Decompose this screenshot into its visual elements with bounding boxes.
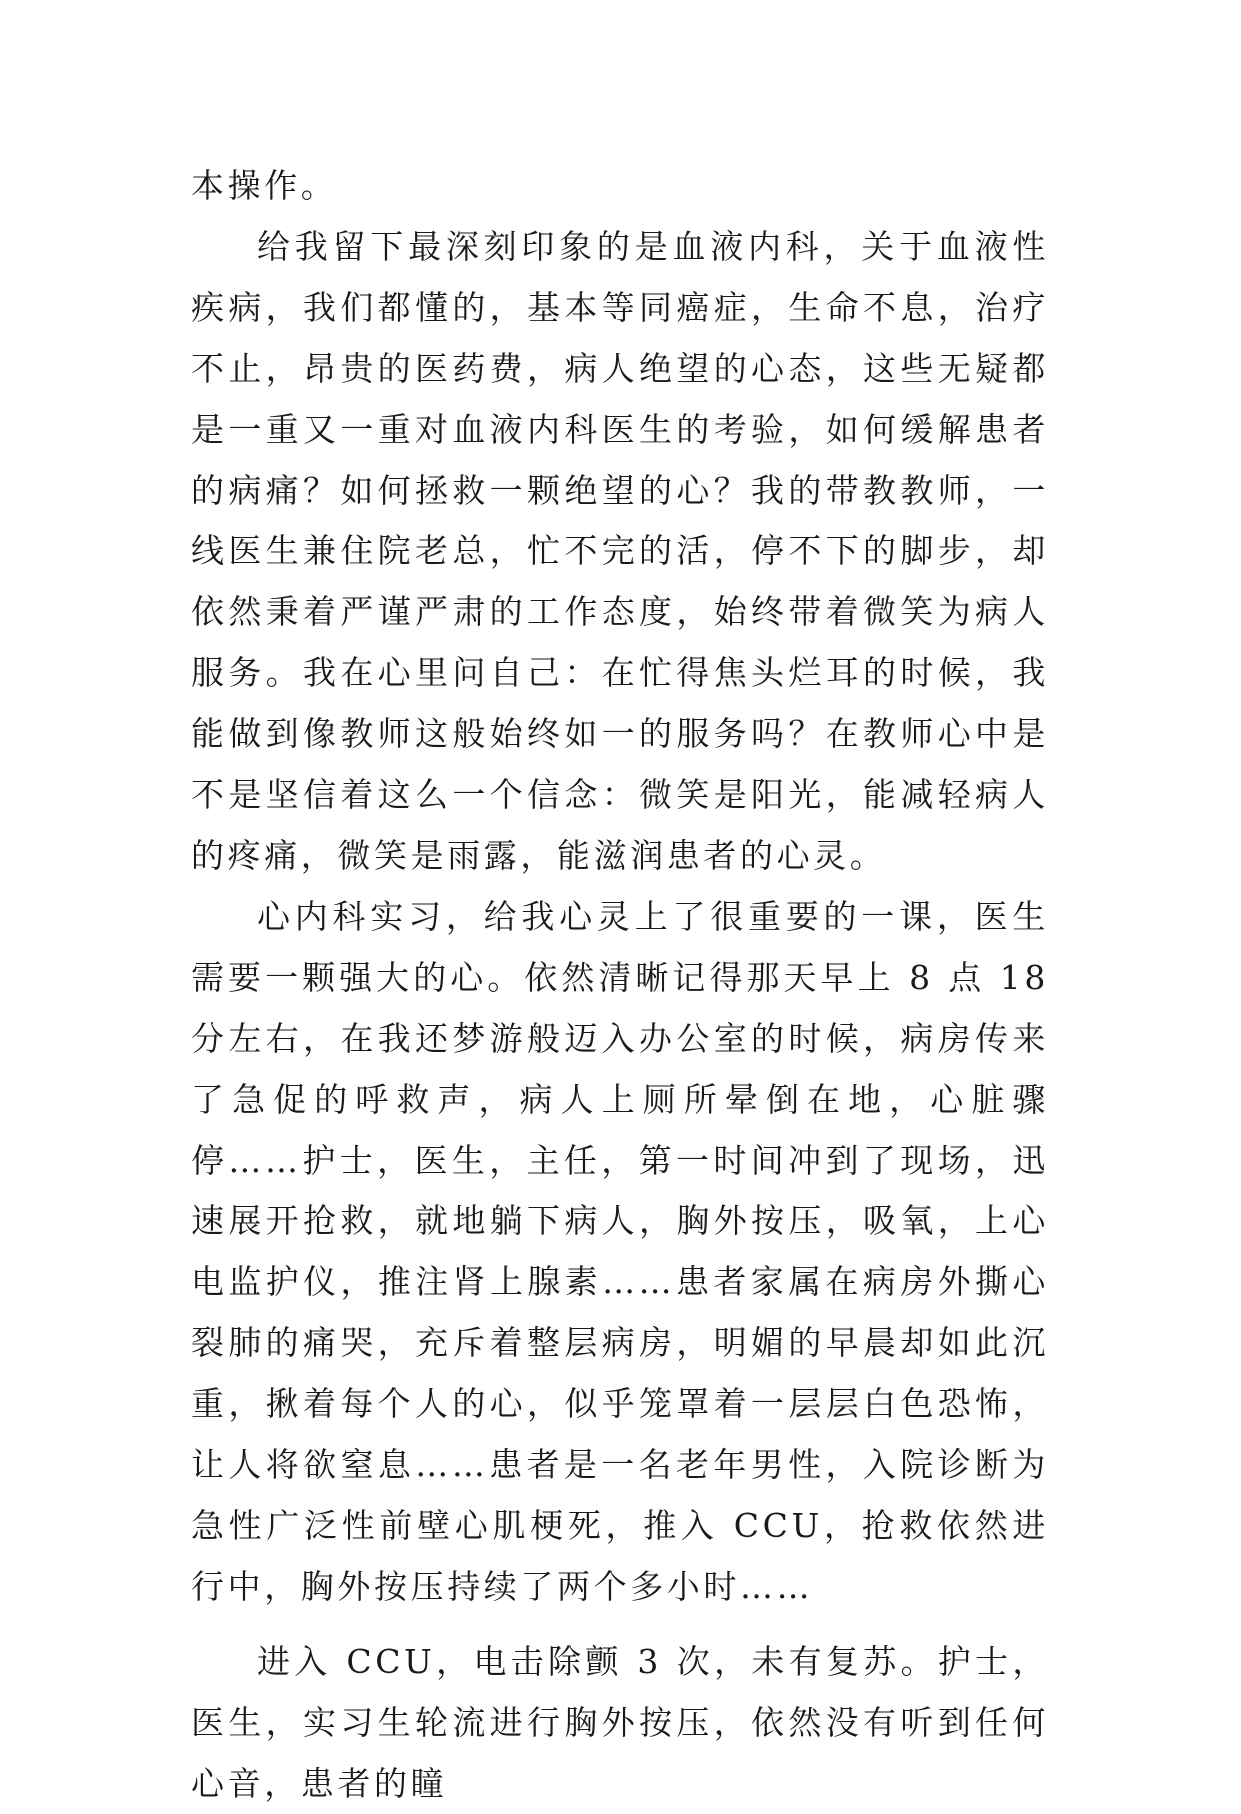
paragraph-4: 进入 CCU，电击除颤 3 次，未有复苏。护士，医生，实习生轮流进行胸外按压，依然没有听到任何心音，患者的瞳 bbox=[191, 1641, 1049, 1803]
document-body bbox=[191, 156, 1049, 1814]
paragraph-1: 本操作。 bbox=[191, 166, 338, 205]
paragraph-3: 心内科实习，给我心灵上了很重要的一课，医生需要一颗强大的心。依然清晰记得那天早上 8 点 18 分左右，在我还梦游般迈入办公室的时候，病房传来了急促的呼救声，病人上厕所晕倒在地，心脏骤停……护士，医生，主任，第一时间冲到了现场，迅速展开抢救，就地躺下病人，胸外按压，吸氧，上心电监护仪，推注肾上腺素……患者家属在病房外撕心裂肺的痛哭，充斥着整层病房，明媚的早晨却如此沉重，揪着每个人的心，似乎笼罩着一层层白色恐怖，让人将欲窒息……患者是一名老年男性，入院诊断为急性广泛性前壁心肌梗死，推入 CCU，抢救依然进行中，胸外按压持续了两个多小时…… bbox=[191, 896, 1049, 1606]
paragraph-2: 给我留下最深刻印象的是血液内科，关于血液性疾病，我们都懂的，基本等同癌症，生命不息，治疗不止，昂贵的医药费，病人绝望的心态，这些无疑都是一重又一重对血液内科医生的考验，如何缓解患者的病痛？如何拯救一颗绝望的心？我的带教教师，一线医生兼住院老总，忙不完的活，停不下的脚步，却依然秉着严谨严肃的工作态度，始终带着微笑为病人服务。我在心里问自己：在忙得焦头烂耳的时候，我能做到像教师这般始终如一的服务吗？在教师心中是不是坚信着这么一个信念：微笑是阳光，能减轻病人的疼痛，微笑是雨露，能滋润患者的心灵。 bbox=[191, 226, 1049, 875]
